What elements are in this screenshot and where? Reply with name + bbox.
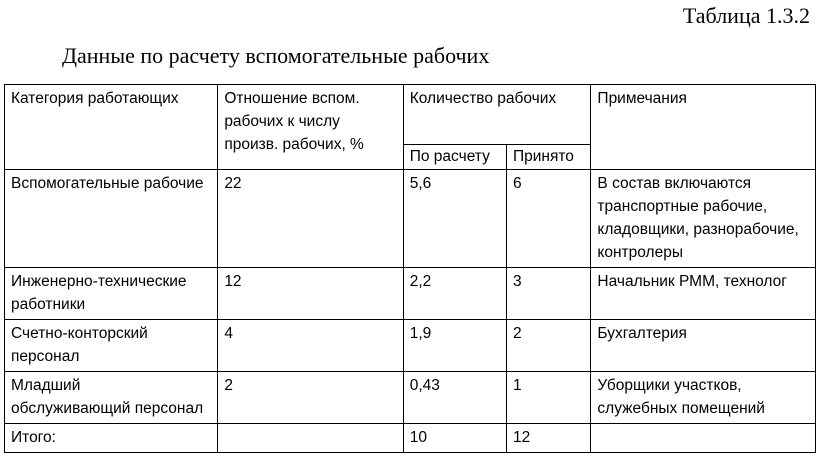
cell-accepted: 1 — [506, 372, 590, 424]
header-count: Количество рабочих — [403, 85, 591, 145]
cell-notes: Уборщики участков, служебных помещений — [591, 372, 816, 424]
table-row — [5, 268, 816, 320]
cell-accepted: 3 — [506, 268, 590, 320]
cell-ratio: 2 — [218, 372, 403, 424]
header-category: Категория работающих — [5, 85, 218, 170]
cell-notes: Бухгалтерия — [591, 320, 816, 372]
header-ratio: Отношение вспом. рабочих к числу произв. рабочих, % — [218, 85, 403, 170]
total-ratio-empty — [218, 424, 403, 453]
cell-ratio: 4 — [218, 320, 403, 372]
header-notes: Примечания — [591, 85, 816, 170]
cell-category: Счетно-конторский персонал — [5, 320, 218, 372]
cell-by-calc: 5,6 — [403, 170, 506, 268]
table-row — [5, 372, 816, 424]
cell-by-calc: 1,9 — [403, 320, 506, 372]
total-notes-empty — [591, 424, 816, 453]
cell-category: Инженерно-технические работники — [5, 268, 218, 320]
cell-accepted: 6 — [506, 170, 590, 268]
table-row — [5, 320, 816, 372]
cell-notes: В состав включаются транспортные рабочие, кладовщики, разнорабочие, контролеры — [591, 170, 816, 268]
table-total-row — [5, 424, 816, 453]
table-header-row — [5, 85, 816, 145]
cell-by-calc: 2,2 — [403, 268, 506, 320]
cell-accepted: 2 — [506, 320, 590, 372]
total-by-calc: 10 — [403, 424, 506, 453]
cell-category: Вспомогательные рабочие — [5, 170, 218, 268]
workers-table — [4, 84, 816, 453]
header-accepted: Принято — [506, 145, 590, 170]
table-number: Таблица 1.3.2 — [682, 3, 810, 28]
cell-category: Младший обслуживающий персонал — [5, 372, 218, 424]
cell-ratio: 22 — [218, 170, 403, 268]
total-accepted: 12 — [506, 424, 590, 453]
total-label: Итого: — [5, 424, 218, 453]
cell-notes: Начальник РММ, технолог — [591, 268, 816, 320]
table-row — [5, 170, 816, 268]
table-title: Данные по расчету вспомогательные рабочих — [62, 43, 490, 68]
cell-by-calc: 0,43 — [403, 372, 506, 424]
header-by-calc: По расчету — [403, 145, 506, 170]
cell-ratio: 12 — [218, 268, 403, 320]
